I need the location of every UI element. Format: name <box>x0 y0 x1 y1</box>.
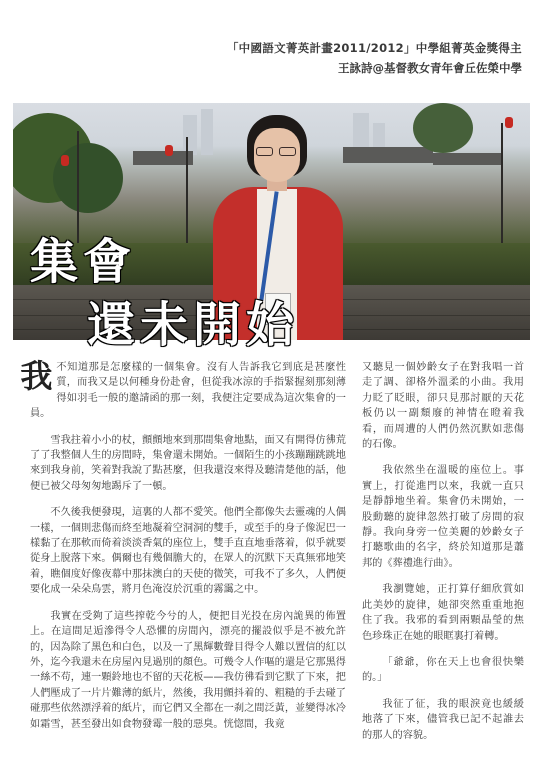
paragraph: 我依然坐在溫暖的座位上。事實上，打從進門以來，我就一直只是靜靜地坐着。集會仍未開始，一股動聽的旋律忽然打破了房間的寂靜。我向身旁一位美麗的妙齡女子打聽歌曲的名字，終於知道那是蕭邦的《葬禮進行曲》。 <box>362 465 524 569</box>
paragraph: 我不知道那是怎麼樣的一個集會。沒有人告訴我它到底是甚麼性質，而我又是以何種身份赴會，但從我冰涼的手指緊握刻那刻薄得如羽毛一般的邀請函的那一刻，我便注定要成為這次集會的一員。 <box>20 357 346 420</box>
article-column-right <box>362 360 524 754</box>
paragraph: 我實在受夠了這些搾乾今兮的人，便把目光投在房內詭異的佈置上。在這間足逅滲得令人恐懼的房間內，漂亮的擺設似乎是不被允許的，因為除了黑色和白色，以及一了黑輝數聲目得令人難以置信的紅以外，迄今我還未在房屋內見過別的顏色。可幾令人作嘔的還是它那黑得一絲不苟，連一顆鈴地也不留的天花板——我仿彿看到它默了下來，把人們壓成了一片片難薄的紙片，然後，我用顫抖着的、粗糙的手去碰了碰那些依然漂浮着的紙片，而它們又全都在一刹之間泛黃，並變得冰冷如霜雪，甚至發出如食物發霉一般的惡臭。恍惚間，我竟 <box>30 610 346 730</box>
paragraph: 不久後我便發現，這裏的人都不愛笑。他們全都像失去靈魂的人偶一樣，一個則悲傷而終至地凝着空洞洞的雙手，或至手的身子像泥巴一樣黏了在那軟而倚着淡淡香氣的座位上，雙手直直地垂落着，似乎就要從身上脫落下來。偶爾也有幾個膽大的，在眾人的沉默下天真無邪地笑着，瞧個度好像夜幕中那抹澳白的天使的微笑，可我不了多久，人們便要化成一朵朵鳥雲，將月色淹沒於沉重的霧靄之中。 <box>30 507 346 596</box>
article-title-line2: 還未開始 <box>87 297 300 353</box>
article-column-left <box>20 357 346 743</box>
paragraph: 雪我拄着小小的杖，顫顫地來到那間集會地點，面又有開得仿彿荒了了我整個人生的房間時，集會還未開始。一個陌生的小孩蹦蹦跳跳地來到我身前，笑着對我說了點甚麼，但我還沒來得及聽清楚他的話，他便已被父母匆匆地踢斥了一頓。 <box>30 434 346 492</box>
author-school-line: 王詠詩@基督教女青年會丘佐榮中學 <box>338 61 522 75</box>
drop-cap: 我 <box>20 357 53 395</box>
article-header <box>0 40 522 76</box>
glasses-icon <box>256 147 298 156</box>
paragraph: 我征了征，我的眼淚竟也緩緩地落了下來，儘管我已記不起誰去的那人的容貌。 <box>362 698 524 741</box>
paragraph: 又聽見一個妙齡女子在對我唱一首走了調、卻格外溫柔的小曲。我用力眨了眨眼，卻只見那討厭的天花板仍以一副頹廢的神情在瞪着我看，而周遭的人們仍然沉默如悲傷的石像。 <box>362 362 524 451</box>
program-award-line: 「中國語文菁英計畫2011/2012」中學組菁英金獎得主 <box>226 41 522 55</box>
quote-paragraph: 「爺爺，你在天上也會很快樂的。」 <box>362 656 524 684</box>
paragraph: 我瀏覽她，正打算仔細欣賞如此美妙的旋律，她卻突然重重地抱住了我。我邪的看到兩顆晶瑩的焦色珍珠正在她的眼眶裏打着轉。 <box>362 584 524 642</box>
article-title-line1: 集會 <box>30 234 137 290</box>
